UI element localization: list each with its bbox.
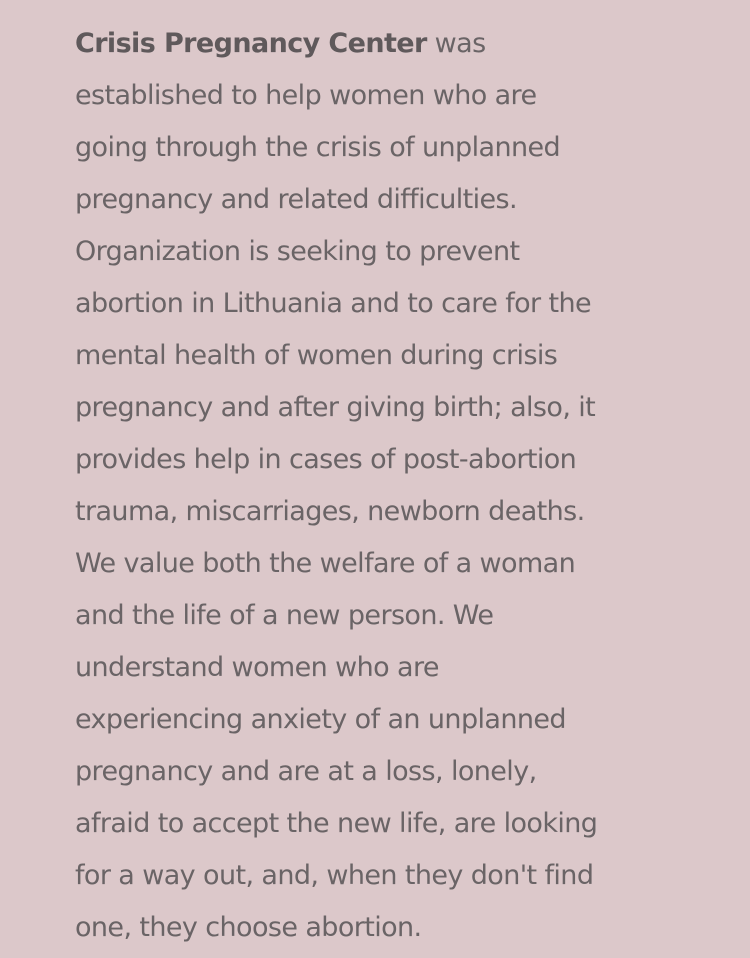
paragraph-line: trauma, miscarriages, newborn deaths. bbox=[75, 496, 585, 527]
paragraph-line: going through the crisis of unplanned bbox=[75, 132, 561, 163]
paragraph-line: experiencing anxiety of an unplanned bbox=[75, 704, 566, 735]
paragraph-line: abortion in Lithuania and to care for the bbox=[75, 288, 592, 319]
article-paragraph bbox=[75, 18, 675, 954]
paragraph-line: one, they choose abortion. bbox=[75, 912, 422, 943]
paragraph-line: pregnancy and after giving birth; also, it bbox=[75, 392, 596, 423]
paragraph-line: afraid to accept the new life, are looking bbox=[75, 808, 598, 839]
paragraph-line: understand women who are bbox=[75, 652, 439, 683]
paragraph-line: for a way out, and, when they don't find bbox=[75, 860, 594, 891]
paragraph-line-1 bbox=[75, 18, 675, 70]
paragraph-line: established to help women who are bbox=[75, 80, 537, 111]
paragraph-line: pregnancy and are at a loss, lonely, bbox=[75, 756, 537, 787]
paragraph-line: and the life of a new person. We bbox=[75, 600, 494, 631]
paragraph-line: We value both the welfare of a woman bbox=[75, 548, 576, 579]
paragraph-line: provides help in cases of post-abortion bbox=[75, 444, 577, 475]
paragraph-line: Organization is seeking to prevent bbox=[75, 236, 520, 267]
organization-name: Crisis Pregnancy Center bbox=[75, 28, 427, 59]
first-line-text: was bbox=[426, 28, 486, 59]
paragraph-line: mental health of women during crisis bbox=[75, 340, 558, 371]
paragraph-line: pregnancy and related difficulties. bbox=[75, 184, 517, 215]
